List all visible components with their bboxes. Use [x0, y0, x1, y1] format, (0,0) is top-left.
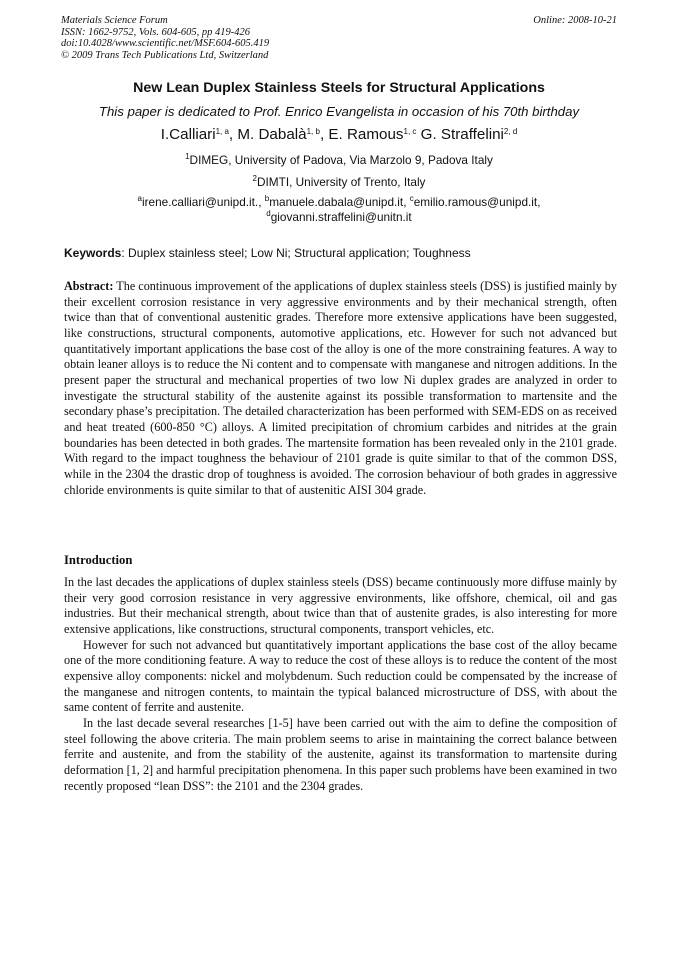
author-name: , M. Dabalà: [228, 126, 307, 143]
abstract-text: The continuous improvement of the applications of duplex stainless steels (DSS) is justified mainly by their excellent corrosion resistance in very aggressive environments and by their mechanical strength, often twice than that of conventional austenitic grades. Therefore more extensive applications have been suggested, like constructions, structural components, automotive applications, etc. However for such not advanced but quantitatively important applications the base cost of the alloy is one of the more constraining features. A way to obtain leaner alloys is to reduce the Ni content and to compensate with manganese and nitrogen additions. In the present paper the structural and mechanical properties of two low Ni duplex grades are analyzed in order to investigate the structural stability of the austenite against its possible transformation to martensite and the secondary phase’s precipitation. The detailed characterization has been performed with SEM-EDS on as received and heat treated (600-850 °C) alloys. A limited precipitation of chromium carbides and nitrides at the grain boundaries has been detected in both grades. The martensite formation has been revealed only in the 2101 grade. With regard to the impact toughness the behaviour of 2101 grade is quite similar to that of the common DSS, while in the 2304 the drastic drop of toughness is avoided. The corrosion behaviour of both grades in aggressive chloride environments is quite similar to that of austenitic AISI 304 grade.: [64, 279, 617, 497]
affiliation-text: DIMEG, University of Padova, Via Marzolo 9, Padova Italy: [189, 153, 493, 167]
paragraph: In the last decades the applications of duplex stainless steels (DSS) became continuously more diffuse mainly by their very good corrosion resistance in very aggressive environments, like offshore, chemical, oil and gas industries. But their mechanical strength, about twice than that of austenite grades, is also interesting for more extensive applications, like constructions, structural components, transport vehicles, etc.: [64, 575, 617, 636]
author-name: G. Straffelini: [416, 126, 504, 143]
author-affiliation-mark: 1, b: [306, 127, 320, 136]
keywords: [64, 246, 617, 260]
journal-header: [61, 15, 617, 61]
copyright-line: © 2009 Trans Tech Publications Ltd, Switzerland: [61, 49, 269, 61]
author-affiliation-mark: 2, d: [503, 127, 518, 136]
introduction-heading: Introduction: [64, 553, 133, 567]
email: giovanni.straffelini@unitn.it: [270, 209, 412, 224]
author-emails: [61, 195, 617, 224]
author-name: , E. Ramous: [319, 126, 404, 143]
abstract-label: Abstract:: [64, 279, 114, 293]
email-line: [61, 195, 617, 210]
keywords-text: : Duplex stainless steel; Low Ni; Structural application; Toughness: [121, 246, 471, 260]
journal-name: Materials Science Forum: [61, 15, 168, 26]
affiliation-mark: 2: [252, 174, 257, 183]
dedication: This paper is dedicated to Prof. Enrico Evangelista in occasion of his 70th birthday: [98, 104, 580, 119]
doi-line: doi:10.4028/www.scientific.net/MSF.604-605.419: [61, 38, 270, 50]
author-affiliation-mark: 1, c: [403, 127, 417, 136]
affiliation-text: DIMTI, University of Trento, Italy: [256, 175, 426, 189]
online-date: Online: 2008-10-21: [533, 15, 617, 26]
abstract: [64, 279, 617, 498]
affiliation-1: [61, 153, 617, 167]
paper-title: New Lean Duplex Stainless Steels for Structural Applications: [133, 80, 545, 96]
email-line: [61, 210, 617, 225]
email-mark: a: [137, 194, 142, 203]
email-mark: c: [409, 194, 414, 203]
introduction-body: [64, 575, 617, 794]
paragraph: However for such not advanced but quantitatively important applications the base cost of the alloy became one of the more conditioning feature. A way to reduce the cost of these alloys is to reduce the content of the most expensive alloy components: nickel and molybdenum. Such reduction could be compensated by the increase of the manganese and nitrogen contents, to maintain the typical balanced microstructure of DSS, with about the same content of ferrite and austenite.: [64, 637, 617, 715]
issn-line: ISSN: 1662-9752, Vols. 604-605, pp 419-426: [61, 26, 250, 38]
keywords-label: Keywords: [64, 246, 122, 260]
author-list: [61, 126, 617, 143]
author-affiliation-mark: 1, a: [215, 127, 229, 136]
email: irene.calliari@unipd.it.,: [141, 195, 265, 209]
affiliation-2: [61, 175, 617, 189]
email: manuele.dabala@unipd.it,: [269, 195, 410, 209]
email-mark: d: [266, 208, 271, 218]
author-name: I.Calliari: [160, 126, 216, 143]
paragraph: In the last decade several researches [1-5] have been carried out with the aim to define the composition of steel following the above criteria. The main problem seems to arise in maintaining the correct balance between ferrite and austenite, and from the stability of the austenite, against its transformation to martensite during deformation [1, 2] and harmful precipitation phenomena. In this paper such problems have been examined in two recently proposed “lean DSS”: the 2101 and the 2304 grades.: [64, 715, 617, 793]
email-mark: b: [264, 194, 270, 203]
affiliation-mark: 1: [185, 152, 190, 161]
email: emilio.ramous@unipd.it,: [413, 195, 541, 209]
